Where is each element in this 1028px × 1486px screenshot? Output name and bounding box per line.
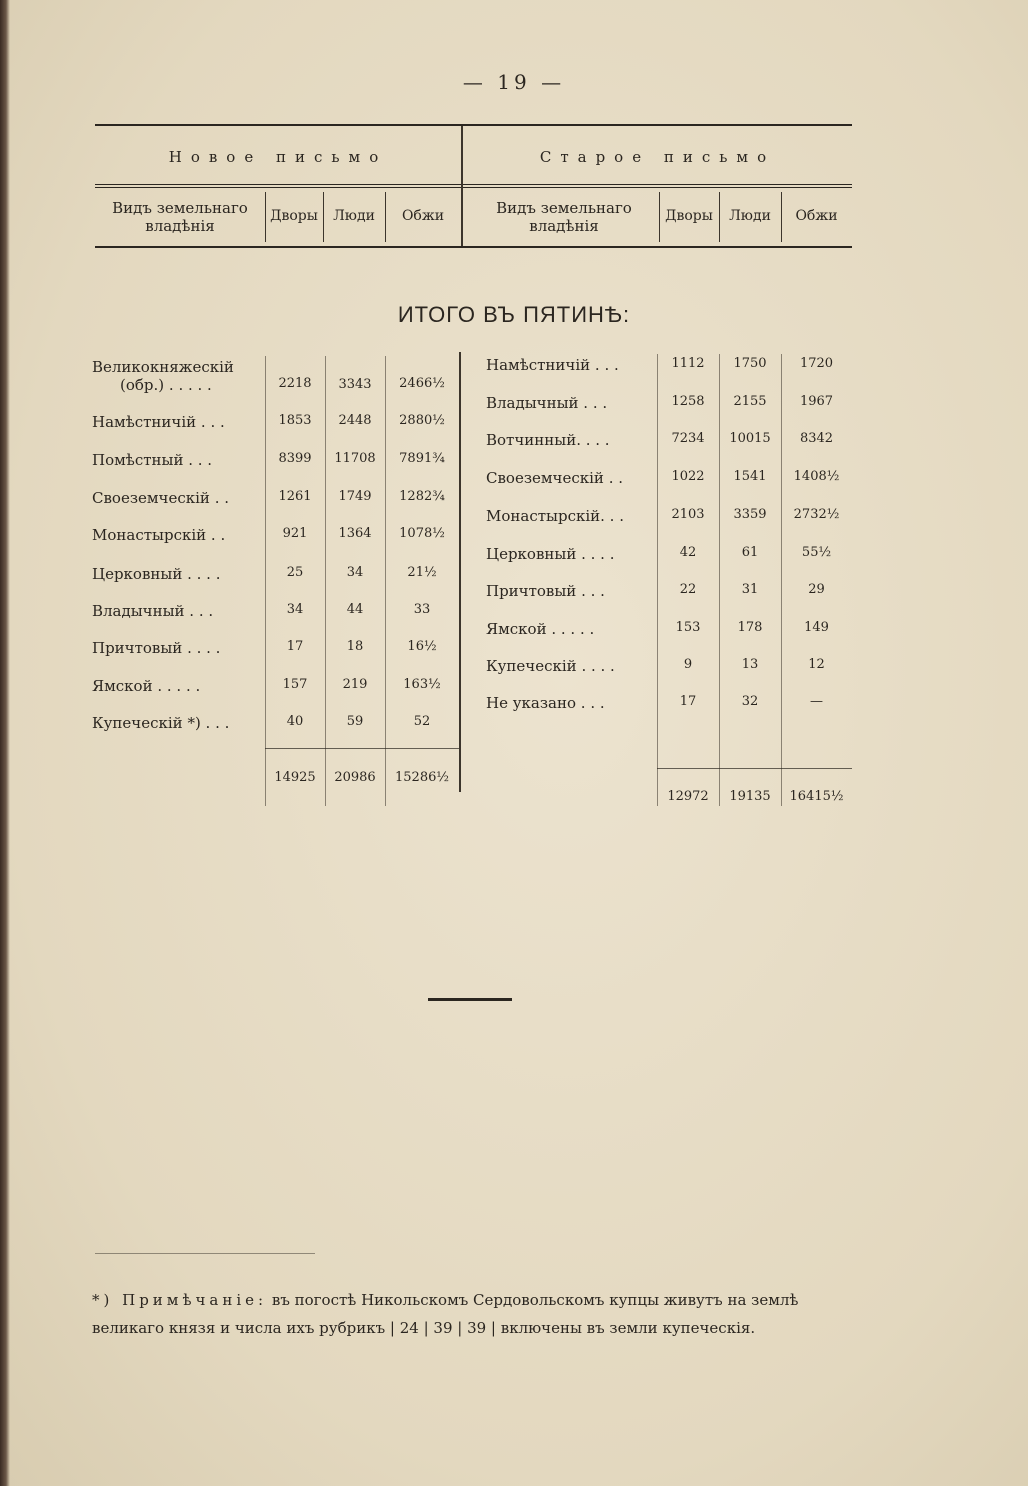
cell-lyudi: 2155 (733, 394, 767, 409)
new-total-rule (265, 748, 459, 749)
cell-obzhi: 163½ (403, 677, 441, 692)
row-label: Вотчинный. . . . (486, 431, 610, 449)
cell-lyudi: 44 (346, 602, 364, 617)
cell-lyudi: 34 (346, 565, 364, 580)
row-label: Своеземческій . . (92, 489, 229, 507)
cell-dvory: 17 (286, 639, 304, 654)
row-label: Причтовый . . . . (92, 639, 221, 657)
cell-lyudi: 3359 (733, 507, 767, 522)
cell-dvory: 153 (675, 620, 701, 635)
cell-dvory: 22 (679, 582, 697, 597)
cell-lyudi: 219 (342, 677, 368, 692)
cell-obzhi: 2732½ (793, 507, 840, 522)
old-total-row (0, 789, 860, 811)
footnote-text: въ погостѣ Никольскомъ Сердовольскомъ купцы живутъ на землѣ великаго князя и числа ихъ рубрикъ | 24 | 39 | 39 | включены въ земли купеческія. (92, 1291, 799, 1337)
cell-dvory: 8399 (278, 451, 312, 466)
cell-dvory: 921 (282, 526, 308, 541)
hdr-vline (719, 192, 720, 242)
cell-lyudi: 59 (346, 714, 364, 729)
cell-lyudi: 13 (741, 657, 759, 672)
hdr-vline (385, 192, 386, 242)
cell-dvory: 2103 (671, 507, 705, 522)
table-row (0, 469, 860, 491)
hdr-vline (265, 192, 266, 242)
row-label-cont: (обр.) . . . . . (120, 376, 212, 394)
header-mid-rule (95, 184, 852, 185)
row-label: Намѣстничій . . . (92, 413, 225, 431)
row-label: Владычный . . . (92, 602, 214, 620)
cell-obzhi: 1720 (799, 356, 834, 371)
row-label: Помѣстный . . . (92, 451, 213, 469)
header-center-divider (461, 126, 463, 246)
cell-dvory: 1853 (278, 413, 312, 428)
cell-dvory: 25 (286, 565, 304, 580)
cell-obzhi: 2880½ (399, 413, 445, 428)
cell-lyudi: 32 (741, 694, 759, 709)
cell-lyudi: 10015 (729, 431, 771, 446)
section-end-rule (428, 998, 512, 1001)
cell-obzhi: 12 (808, 657, 825, 672)
total-obzhi: 16415½ (789, 789, 844, 804)
cell-obzhi: 2466½ (399, 376, 445, 391)
row-label: Монастырскій. . . (486, 507, 624, 525)
cell-dvory: 157 (282, 677, 308, 692)
old-col-type-header: Видъ земельнаго владѣнія (496, 199, 632, 235)
old-section-label: Старое письмо (539, 148, 776, 166)
old-body-vline (719, 354, 720, 806)
row-label: Церковный . . . . (92, 565, 221, 583)
cell-obzhi: 1078½ (399, 526, 445, 541)
row-label: Намѣстничій . . . (486, 356, 619, 374)
top-rule (95, 124, 852, 126)
header-mid-rule-2 (95, 187, 852, 188)
table-row (0, 431, 860, 453)
cell-obzhi: 7891¾ (399, 451, 445, 466)
cell-dvory: 1258 (671, 394, 705, 409)
old-col-obzhi-header: Обжи (795, 208, 838, 224)
new-col-obzhi-header: Обжи (401, 208, 445, 224)
cell-obzhi: 1967 (799, 394, 834, 409)
table-row (0, 545, 860, 567)
table-row (0, 657, 860, 679)
old-col-dvory-header: Дворы (665, 208, 713, 224)
new-col-type-header: Видъ земельнаго владѣнія (112, 199, 248, 235)
cell-dvory: 1112 (671, 356, 705, 371)
header-bottom-rule (95, 246, 852, 248)
cell-lyudi: 1750 (733, 356, 767, 371)
cell-dvory: 17 (679, 694, 697, 709)
row-label: Не указано . . . (486, 694, 605, 712)
cell-dvory: 7234 (671, 431, 705, 446)
table-row (0, 694, 860, 716)
row-label: Купеческій *) . . . (92, 714, 230, 732)
page-number: — 19 — (462, 70, 566, 94)
row-label: Ямской . . . . . (92, 677, 201, 695)
cell-lyudi: 2448 (338, 413, 372, 428)
cell-lyudi: 1364 (338, 526, 372, 541)
cell-dvory: 9 (683, 657, 693, 672)
cell-obzhi: 29 (808, 582, 825, 597)
footnote (92, 1286, 852, 1342)
cell-lyudi: 1541 (733, 469, 767, 484)
book-spine-shadow (0, 0, 10, 1486)
cell-dvory: 2218 (278, 376, 312, 391)
row-label: Церковный . . . . (486, 545, 615, 563)
cell-lyudi: 31 (741, 582, 759, 597)
row-label: Монастырскій . . (92, 526, 226, 544)
hdr-vline (323, 192, 324, 242)
cell-obzhi: — (810, 694, 823, 709)
cell-dvory: 34 (286, 602, 304, 617)
row-label: Великокняжескій (92, 358, 234, 376)
total-lyudi: 20986 (334, 770, 376, 785)
cell-obzhi: 55½ (801, 545, 832, 560)
row-label: Купеческій . . . . (486, 657, 615, 675)
cell-obzhi: 149 (804, 620, 829, 635)
old-body-vline (781, 354, 782, 806)
cell-lyudi: 1749 (338, 489, 372, 504)
table-row (0, 582, 860, 604)
row-label: Владычный . . . (486, 394, 608, 412)
cell-dvory: 42 (679, 545, 697, 560)
cell-obzhi: 21½ (407, 565, 437, 580)
cell-lyudi: 178 (737, 620, 763, 635)
old-col-lyudi-header: Люди (729, 208, 771, 224)
table-row (0, 356, 860, 378)
new-section-label: Новое письмо (168, 148, 388, 166)
cell-obzhi: 52 (413, 714, 431, 729)
cell-obzhi: 1282¾ (399, 489, 445, 504)
row-label: Ямской . . . . . (486, 620, 595, 638)
cell-dvory: 40 (286, 714, 304, 729)
cell-obzhi: 1408½ (793, 469, 840, 484)
cell-obzhi: 8342 (799, 431, 834, 446)
old-total-rule (657, 768, 852, 769)
cell-lyudi: 61 (741, 545, 759, 560)
total-obzhi: 15286½ (395, 770, 449, 785)
footnote-mark: *) Примѣчаніе: (92, 1291, 268, 1309)
total-dvory: 12972 (667, 789, 709, 804)
cell-lyudi: 18 (346, 639, 364, 654)
row-label: Причтовый . . . (486, 582, 605, 600)
table-row (0, 620, 860, 642)
old-body-vline (657, 354, 658, 806)
total-lyudi: 19135 (729, 789, 771, 804)
footnote-separator (95, 1253, 315, 1254)
cell-obzhi: 33 (413, 602, 431, 617)
new-col-dvory-header: Дворы (270, 208, 318, 224)
table-row (0, 507, 860, 529)
cell-obzhi: 16½ (407, 639, 437, 654)
table-row (0, 394, 860, 416)
cell-dvory: 1261 (278, 489, 312, 504)
cell-dvory: 1022 (671, 469, 705, 484)
section-title: ИТОГО ВЪ ПЯТИНѢ: (397, 302, 631, 327)
hdr-vline (659, 192, 660, 242)
cell-lyudi: 3343 (338, 377, 372, 392)
new-col-lyudi-header: Люди (333, 208, 375, 224)
row-label: Своеземческій . . (486, 469, 623, 487)
cell-lyudi: 11708 (334, 451, 376, 466)
total-dvory: 14925 (274, 770, 316, 785)
hdr-vline (781, 192, 782, 242)
table-row (0, 714, 460, 736)
